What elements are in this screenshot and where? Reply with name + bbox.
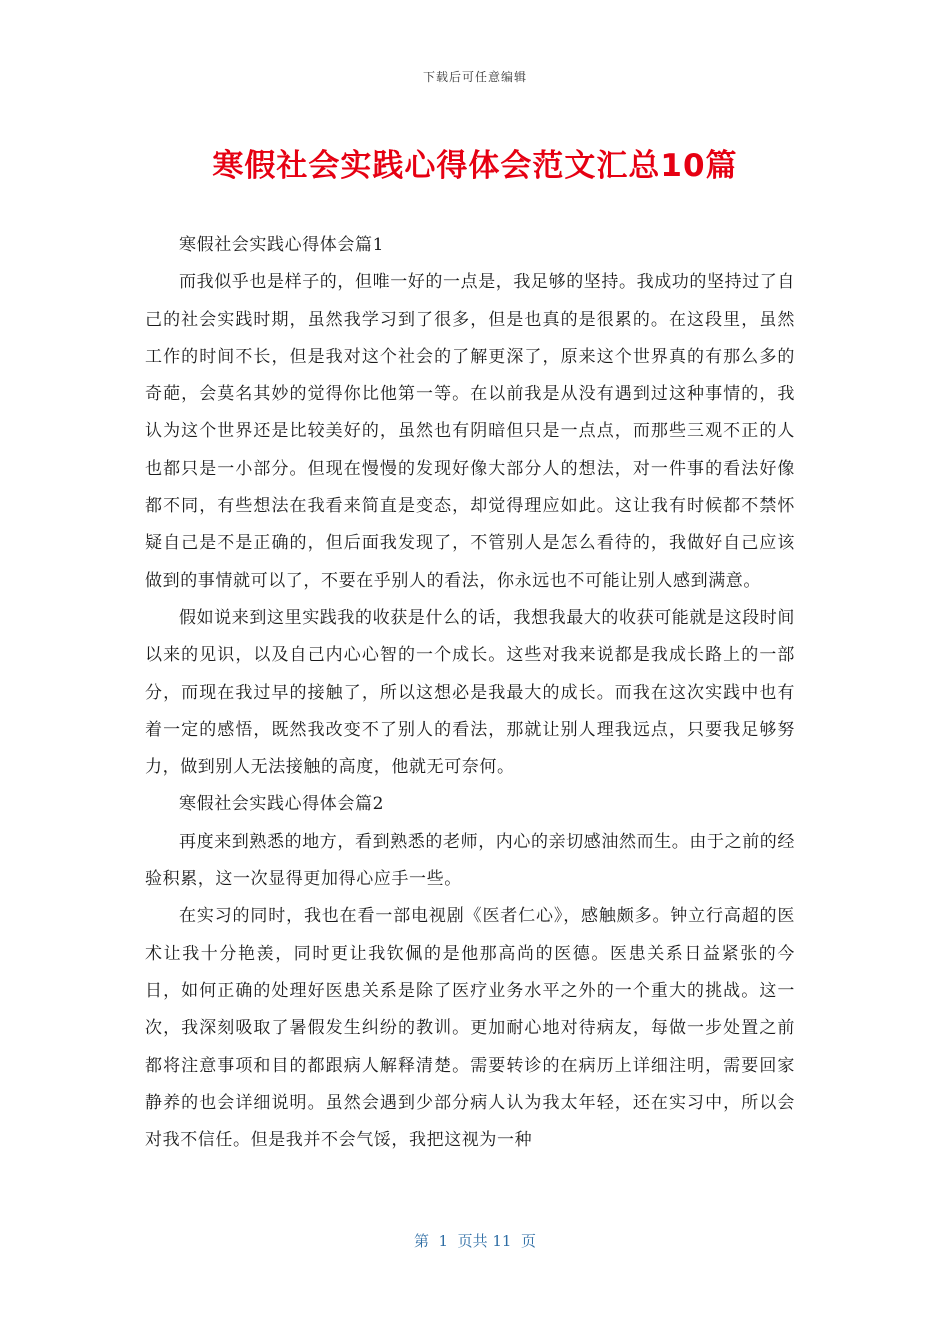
document-title: 寒假社会实践心得体会范文汇总10篇 (212, 148, 738, 184)
paragraph: 假如说来到这里实践我的收获是什么的话，我想我最大的收获可能就是这段时间以来的见识，以及自己内心心智的一个成长。这些对我来说都是我成长路上的一部分，而现在我过早的接触了，所以这想必是我最大的成长。而我在这次实践中也有着一定的感悟，既然我改变不了别人的看法，那就让别人理我远点，只要我足够努力，做到别人无法接触的高度，他就无可奈何。 (145, 607, 795, 778)
paragraph: 在实习的同时，我也在看一部电视剧《医者仁心》，感触颇多。钟立行高超的医术让我十分艳羡，同时更让我钦佩的是他那高尚的医德。医患关系日益紧张的今日，如何正确的处理好医患关系是除了医疗业务水平之外的一个重大的挑战。这一次，我深刻吸取了暑假发生纠纷的教训。更加耐心地对待病友，每做一步处置之前都将注意事项和目的都跟病人解释清楚。需要转诊的在病历上详细注明，需要回家静养的也会详细说明。虽然会遇到少部分病人认为我太年轻，还在实习中，所以会对我不信任。但是我并不会气馁，我把这视为一种 (145, 906, 795, 1151)
section-heading-1: 寒假社会实践心得体会篇1 (179, 235, 385, 255)
paragraph: 再度来到熟悉的地方，看到熟悉的老师，内心的亲切感油然而生。由于之前的经验积累，这一次显得更加得心应手一些。 (145, 831, 795, 890)
header-note: 下载后可任意编辑 (422, 70, 527, 84)
page-number-footer: 第 1 页共 11 页 (413, 1232, 536, 1250)
document-body (145, 227, 795, 1159)
paragraph: 而我似乎也是样子的，但唯一好的一点是，我足够的坚持。我成功的坚持过了自己的社会实践时期，虽然我学习到了很多，但是也真的是很累的。在这段里，虽然工作的时间不长，但是我对这个社会的了解更深了，原来这个世界真的有那么多的奇葩，会莫名其妙的觉得你比他第一等。在以前我是从没有遇到过这种事情的，我认为这个世界还是比较美好的，虽然也有阴暗但只是一点点，而那些三观不正的人也都只是一小部分。但现在慢慢的发现好像大部分人的想法，对一件事的看法好像都不同，有些想法在我看来简直是变态，却觉得理应如此。这让我有时候都不禁怀疑自己是不是正确的，但后面我发现了，不管别人是怎么看待的，我做好自己应该做到的事情就可以了，不要在乎别人的看法，你永远也不可能让别人感到满意。 (145, 272, 795, 591)
section-heading-2: 寒假社会实践心得体会篇2 (179, 794, 385, 815)
